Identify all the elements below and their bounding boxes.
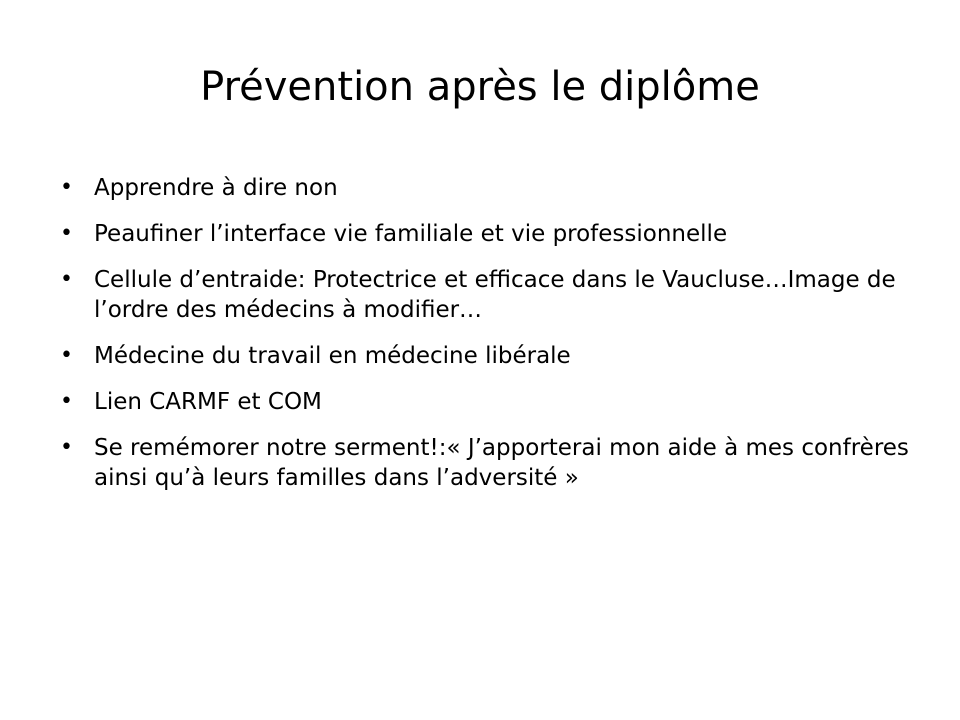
bullet-dot-icon: • (60, 343, 73, 368)
bullet-text: Cellule d’entraide: Protectrice et efficace dans le Vaucluse…Image de l’ordre des médecins à modifier… (94, 267, 896, 323)
bullet-item (56, 219, 916, 249)
bullet-text: Médecine du travail en médecine libérale (94, 343, 571, 369)
bullet-item (56, 387, 916, 417)
bullet-item (56, 173, 916, 203)
bullet-dot-icon: • (60, 267, 73, 292)
bullet-text: Lien CARMF et COM (94, 389, 322, 415)
bullet-dot-icon: • (60, 389, 73, 414)
slide-title: Prévention après le diplôme (200, 64, 760, 110)
bullet-item (56, 265, 916, 325)
bullet-text: Peaufiner l’interface vie familiale et vie professionnelle (94, 221, 728, 247)
bullet-dot-icon: • (60, 175, 73, 200)
bullet-dot-icon: • (60, 221, 73, 246)
bullet-item (56, 433, 916, 493)
bullet-list (56, 173, 916, 509)
bullet-dot-icon: • (60, 435, 73, 460)
bullet-item (56, 341, 916, 371)
bullet-text: Apprendre à dire non (94, 175, 338, 201)
bullet-text: Se remémorer notre serment!:« J’apporterai mon aide à mes confrères ainsi qu’à leurs familles dans l’adversité » (94, 435, 909, 491)
